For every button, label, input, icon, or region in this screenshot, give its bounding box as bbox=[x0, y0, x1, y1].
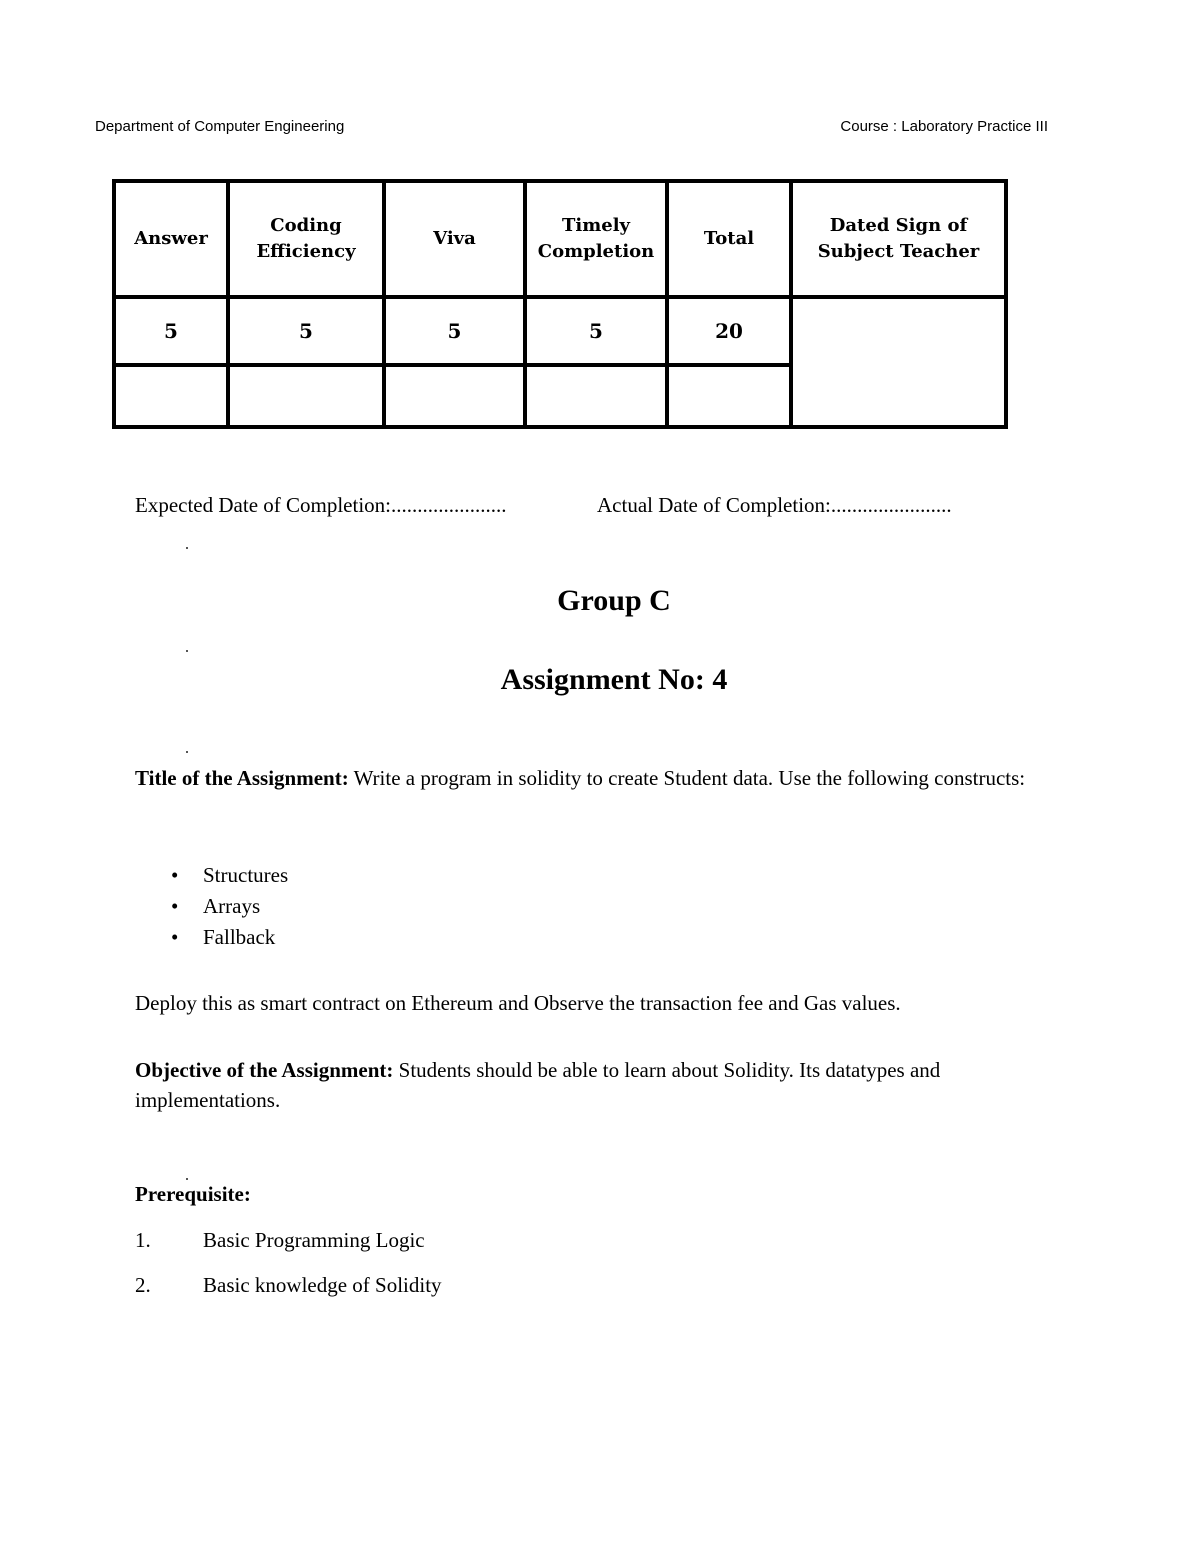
prerequisite-heading bbox=[135, 1179, 1065, 1209]
prerequisite-list bbox=[135, 1225, 442, 1315]
list-item bbox=[135, 1225, 442, 1270]
marks-table-max-row bbox=[114, 297, 1006, 365]
group-title: Group C bbox=[557, 584, 671, 617]
item-number: 1. bbox=[135, 1228, 151, 1252]
bullet-icon: • bbox=[171, 925, 179, 949]
header-total: Total bbox=[667, 181, 791, 297]
title-text: Write a program in solidity to create Student data. Use the following constructs: bbox=[348, 766, 1026, 790]
stray-dot bbox=[186, 547, 188, 549]
expected-date: Expected Date of Completion:...................... bbox=[135, 493, 507, 517]
list-item bbox=[135, 860, 288, 891]
objective-label: Objective of the Assignment: bbox=[135, 1058, 394, 1082]
objective-paragraph bbox=[135, 1055, 1065, 1115]
deploy-paragraph: Deploy this as smart contract on Ethereum and Observe the transaction fee and Gas values. bbox=[135, 991, 901, 1015]
title-label: Title of the Assignment: bbox=[135, 766, 349, 790]
item-number: 2. bbox=[135, 1273, 151, 1297]
bullet-icon: • bbox=[171, 894, 179, 918]
max-viva: 5 bbox=[384, 297, 525, 365]
actual-date: Actual Date of Completion:....................... bbox=[597, 493, 952, 517]
item-text: Basic Programming Logic bbox=[203, 1228, 425, 1252]
assignment-title: Assignment No: 4 bbox=[500, 663, 728, 696]
constructs-list bbox=[135, 860, 288, 953]
prerequisite-label: Prerequisite: bbox=[135, 1182, 251, 1206]
assignment-title-paragraph bbox=[135, 763, 1065, 793]
construct-label: Arrays bbox=[203, 894, 261, 918]
stray-dot bbox=[186, 751, 188, 753]
objective-text: Students should be able to learn about Solidity. Its datatypes and implementations. bbox=[135, 1058, 941, 1112]
list-item bbox=[135, 891, 288, 922]
max-total: 20 bbox=[667, 297, 791, 365]
stray-dot bbox=[186, 650, 188, 652]
construct-label: Fallback bbox=[203, 925, 276, 949]
header-answer: Answer bbox=[114, 181, 228, 297]
header-viva: Viva bbox=[384, 181, 525, 297]
header-course: Course : Laboratory Practice III bbox=[840, 118, 1048, 135]
item-text: Basic knowledge of Solidity bbox=[203, 1273, 442, 1297]
sign-cell bbox=[791, 297, 1006, 427]
max-answer: 5 bbox=[114, 297, 228, 365]
obtained-coding-efficiency bbox=[228, 365, 384, 427]
header-dated-sign: Dated Sign of Subject Teacher bbox=[791, 181, 1006, 297]
list-item bbox=[135, 922, 288, 953]
max-timely-completion: 5 bbox=[525, 297, 667, 365]
obtained-viva bbox=[384, 365, 525, 427]
bullet-icon: • bbox=[171, 863, 179, 887]
obtained-timely-completion bbox=[525, 365, 667, 427]
header-department: Department of Computer Engineering bbox=[95, 118, 345, 135]
list-item bbox=[135, 1270, 442, 1315]
header-timely-completion: Timely Completion bbox=[525, 181, 667, 297]
marks-table-header-row bbox=[114, 181, 1006, 297]
obtained-total bbox=[667, 365, 791, 427]
header-coding-efficiency: Coding Efficiency bbox=[228, 181, 384, 297]
marks-table bbox=[112, 179, 1008, 429]
construct-label: Structures bbox=[203, 863, 289, 887]
max-coding-efficiency: 5 bbox=[228, 297, 384, 365]
obtained-answer bbox=[114, 365, 228, 427]
